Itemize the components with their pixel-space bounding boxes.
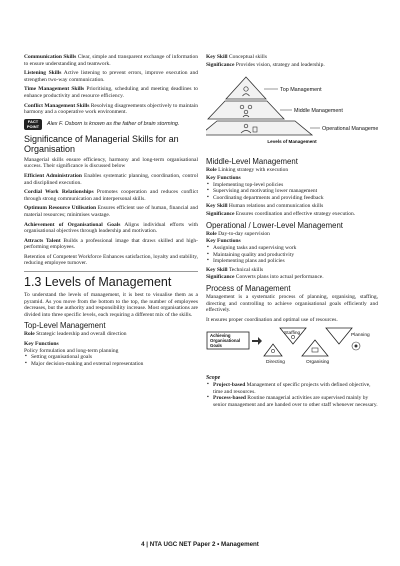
op-item-0: ▪ Assigning tasks and supervising work (206, 245, 378, 252)
mid-function-list (206, 182, 378, 202)
step-directing: Directing (266, 360, 285, 366)
goal-label-l2: Organisational (210, 338, 241, 344)
para-op-role (206, 231, 378, 238)
directing-triangle (264, 344, 282, 356)
top-item-1: ▪ Setting organisational goals (24, 354, 198, 361)
goal-label-l3: Goals (210, 343, 222, 349)
mid-item-2: ▪ Coordinating departments and providing feedback (206, 195, 378, 202)
heading-process: Process of Management (206, 283, 291, 293)
term-efficient: Efficient Administration (24, 172, 82, 179)
para-communication (24, 54, 198, 67)
term-communication: Communication Skills (24, 54, 77, 60)
heading-levels: 1.3 Levels of Management (24, 271, 198, 289)
text-communication: Clear, simple and transparent exchange of information to ensure understanding and teamwork. (24, 54, 199, 67)
para-process: Management is a systematic process of planning, organising, staffing, directing and controlling to achieve organisational goals efficiently and effectively. (206, 293, 378, 314)
fact-point (24, 119, 198, 130)
op-item-1: ▪ Maintaining quality and productivity (206, 252, 378, 259)
scope-title: Scope (206, 375, 221, 382)
para-op-key-skill (206, 267, 378, 274)
para-time (24, 86, 198, 99)
op-item-2: ▪ Implementing plans and policies (206, 258, 378, 265)
text-achievement: Aligns individual efforts with organisational objectives through leadership and motivation. (24, 221, 198, 235)
scope-project-text: Management of specific projects with defined objective, time and resources. (213, 382, 371, 395)
pyramid-label-top: Top Management (280, 87, 322, 94)
term-mid-significance: Significance (206, 210, 235, 217)
fact-point-text: Alex F. Osborn is known as the father of brain storming. (47, 121, 180, 128)
text-listening: Active listening to prevent errors, improve execution and strengthen two-way communication. (24, 70, 198, 83)
text-op-significance: Converts plans into actual performance. (235, 274, 324, 281)
text-mid-key-skill: Human relations and communication skills (228, 203, 324, 210)
footer-book-title: NTA UGC NET Paper 2 (149, 541, 216, 548)
para-efficient (24, 173, 198, 186)
top-item-2: ▪ Major decision-making and external representation (24, 361, 198, 368)
para-op-significance (206, 274, 378, 281)
text-efficient: Enables systematic planning, coordination, control and disciplined execution. (24, 172, 198, 186)
text-conflict: Resolving disagreements objectively to maintain harmony and a cooperative work environment. (24, 102, 198, 116)
heading-top-level: Top-Level Management (24, 321, 106, 331)
para-mid-key-skill (206, 203, 378, 210)
term-top-role: Role (24, 331, 35, 338)
pyramid-label-operational: Operational Management (322, 126, 378, 133)
text-significance: Provides vision, strategy and leadership. (235, 61, 325, 68)
page-number: 4 (141, 541, 145, 548)
pyramid-caption: Levels of Management (267, 139, 317, 145)
goal-label-l1: Achieving (210, 333, 231, 339)
pyramid-bottom-tier (206, 121, 312, 135)
term-optimum: Optimum Resource Utilisation (24, 205, 97, 212)
text-mid-role: Linking strategy with execution (218, 167, 289, 174)
scope-process-text: Routine managerial activities are supervised mainly by senior management and are handed over to other staff whenever necessary. (213, 395, 378, 409)
text-op-role: Day-to-day supervision (218, 230, 270, 237)
footer-section: Management (221, 541, 259, 548)
scope-list (206, 382, 378, 408)
para-top-role (24, 331, 198, 338)
text-top-role: Strategic leadership and overall direction (36, 331, 127, 338)
term-op-role: Role (206, 230, 217, 237)
footer-bullet: • (217, 541, 222, 548)
text-mid-significance: Ensures coordination and effective strategy execution. (235, 210, 356, 217)
para-top-significance (206, 62, 378, 69)
para-cordial (24, 189, 198, 202)
pyramid-label-middle: Middle Management (294, 108, 343, 115)
heading-operational-level: Operational / Lower-Level Management (206, 220, 343, 230)
op-function-list (206, 245, 378, 265)
term-cordial: Cordial Work Relationships (24, 189, 94, 196)
term-mid-role: Role (206, 167, 217, 174)
para-retention: Retention of Competent Workforce Enhances satisfaction, loyalty and stability, reducing employee turnover. (24, 253, 198, 267)
pyramid-top-tier (226, 77, 266, 99)
term-attracts: Attracts Talent (24, 237, 61, 244)
term-significance: Significance (206, 61, 235, 68)
step-organising: Organising (306, 360, 330, 366)
text-time: Prioritising, scheduling and meeting deadlines to enhance productivity and resource efficiency. (24, 86, 198, 99)
text-key-skill: Conceptual skills (228, 54, 267, 60)
page-footer (0, 541, 400, 548)
para-optimum (24, 205, 198, 218)
term-mid-key-skill: Key Skill (206, 203, 228, 210)
para-significance-intro: Managerial skills ensure efficiency, harmony and long-term organisational success. Their significance is discussed below (24, 156, 198, 170)
top-item-0: Policy formulation and long-term planning (24, 347, 119, 354)
label-mid-key-functions: Key Functions (206, 174, 241, 181)
term-listening: Listening Skills (24, 70, 62, 77)
para-process-2: It ensures proper coordination and optimal use of resources. (206, 316, 338, 323)
term-conflict: Conflict Management Skills (24, 102, 90, 109)
term-time: Time Management Skills (24, 86, 85, 93)
left-column (24, 54, 198, 370)
para-mid-significance (206, 211, 378, 218)
fact-point-badge: FACT POINT (24, 119, 42, 130)
label-op-key-functions: Key Functions (206, 238, 241, 245)
scope-item-project (206, 382, 378, 395)
footer-divider: | (146, 541, 150, 548)
text-cordial: Promotes cooperation and reduces conflict through strong communication and interpersonal skills. (24, 189, 199, 202)
para-levels-intro: To understand the levels of management, it is best to visualise them as a pyramid. As you move from the bottom to the top, the number of employees decreases, but the authority and responsibility increase. Most organisations are divided into three specific levels, each requiring a different mix of the skills. (24, 292, 198, 318)
top-function-list (24, 354, 198, 367)
goal-arrow-icon (252, 337, 262, 345)
term-op-key-skill: Key Skill (206, 266, 228, 273)
right-column (206, 54, 378, 411)
term-op-significance: Significance (206, 274, 235, 281)
text-op-key-skill: Technical skills (228, 266, 264, 273)
text-attracts: Builds a professional image that draws skilled and high-performing employees. (24, 237, 198, 251)
para-attracts (24, 238, 198, 251)
para-achievement (24, 222, 198, 235)
text-optimum: Ensures efficient use of human, financial and material resources; minimises wastage. (24, 205, 199, 218)
step-staffing: Staffing (284, 331, 301, 337)
mid-item-0: ▪ Implementing top-level policies (206, 182, 378, 189)
scope-item-process (206, 395, 378, 408)
process-diagram (206, 326, 378, 366)
para-listening (24, 70, 198, 83)
term-key-skill: Key Skill (206, 54, 228, 60)
label-top-key-functions: Key Functions (24, 341, 59, 348)
scope-project-label: Project-based (213, 382, 246, 389)
para-top-key-skill (206, 54, 378, 61)
scope-process-label: Process-based (213, 395, 246, 402)
heading-significance: Significance of Managerial Skills for an Organisation (24, 133, 179, 154)
mid-item-1: ▪ Supervising and motivating lower management (206, 188, 378, 195)
step-planning: Planning (351, 333, 370, 339)
heading-middle-level: Middle-Level Management (206, 157, 298, 167)
levels-pyramid-diagram (206, 73, 378, 145)
para-mid-role (206, 167, 378, 174)
planning-triangle-top (326, 328, 352, 344)
para-conflict (24, 103, 198, 116)
term-achievement: Achievement of Organisational Goals (24, 221, 121, 228)
planning-target-center (355, 345, 358, 348)
